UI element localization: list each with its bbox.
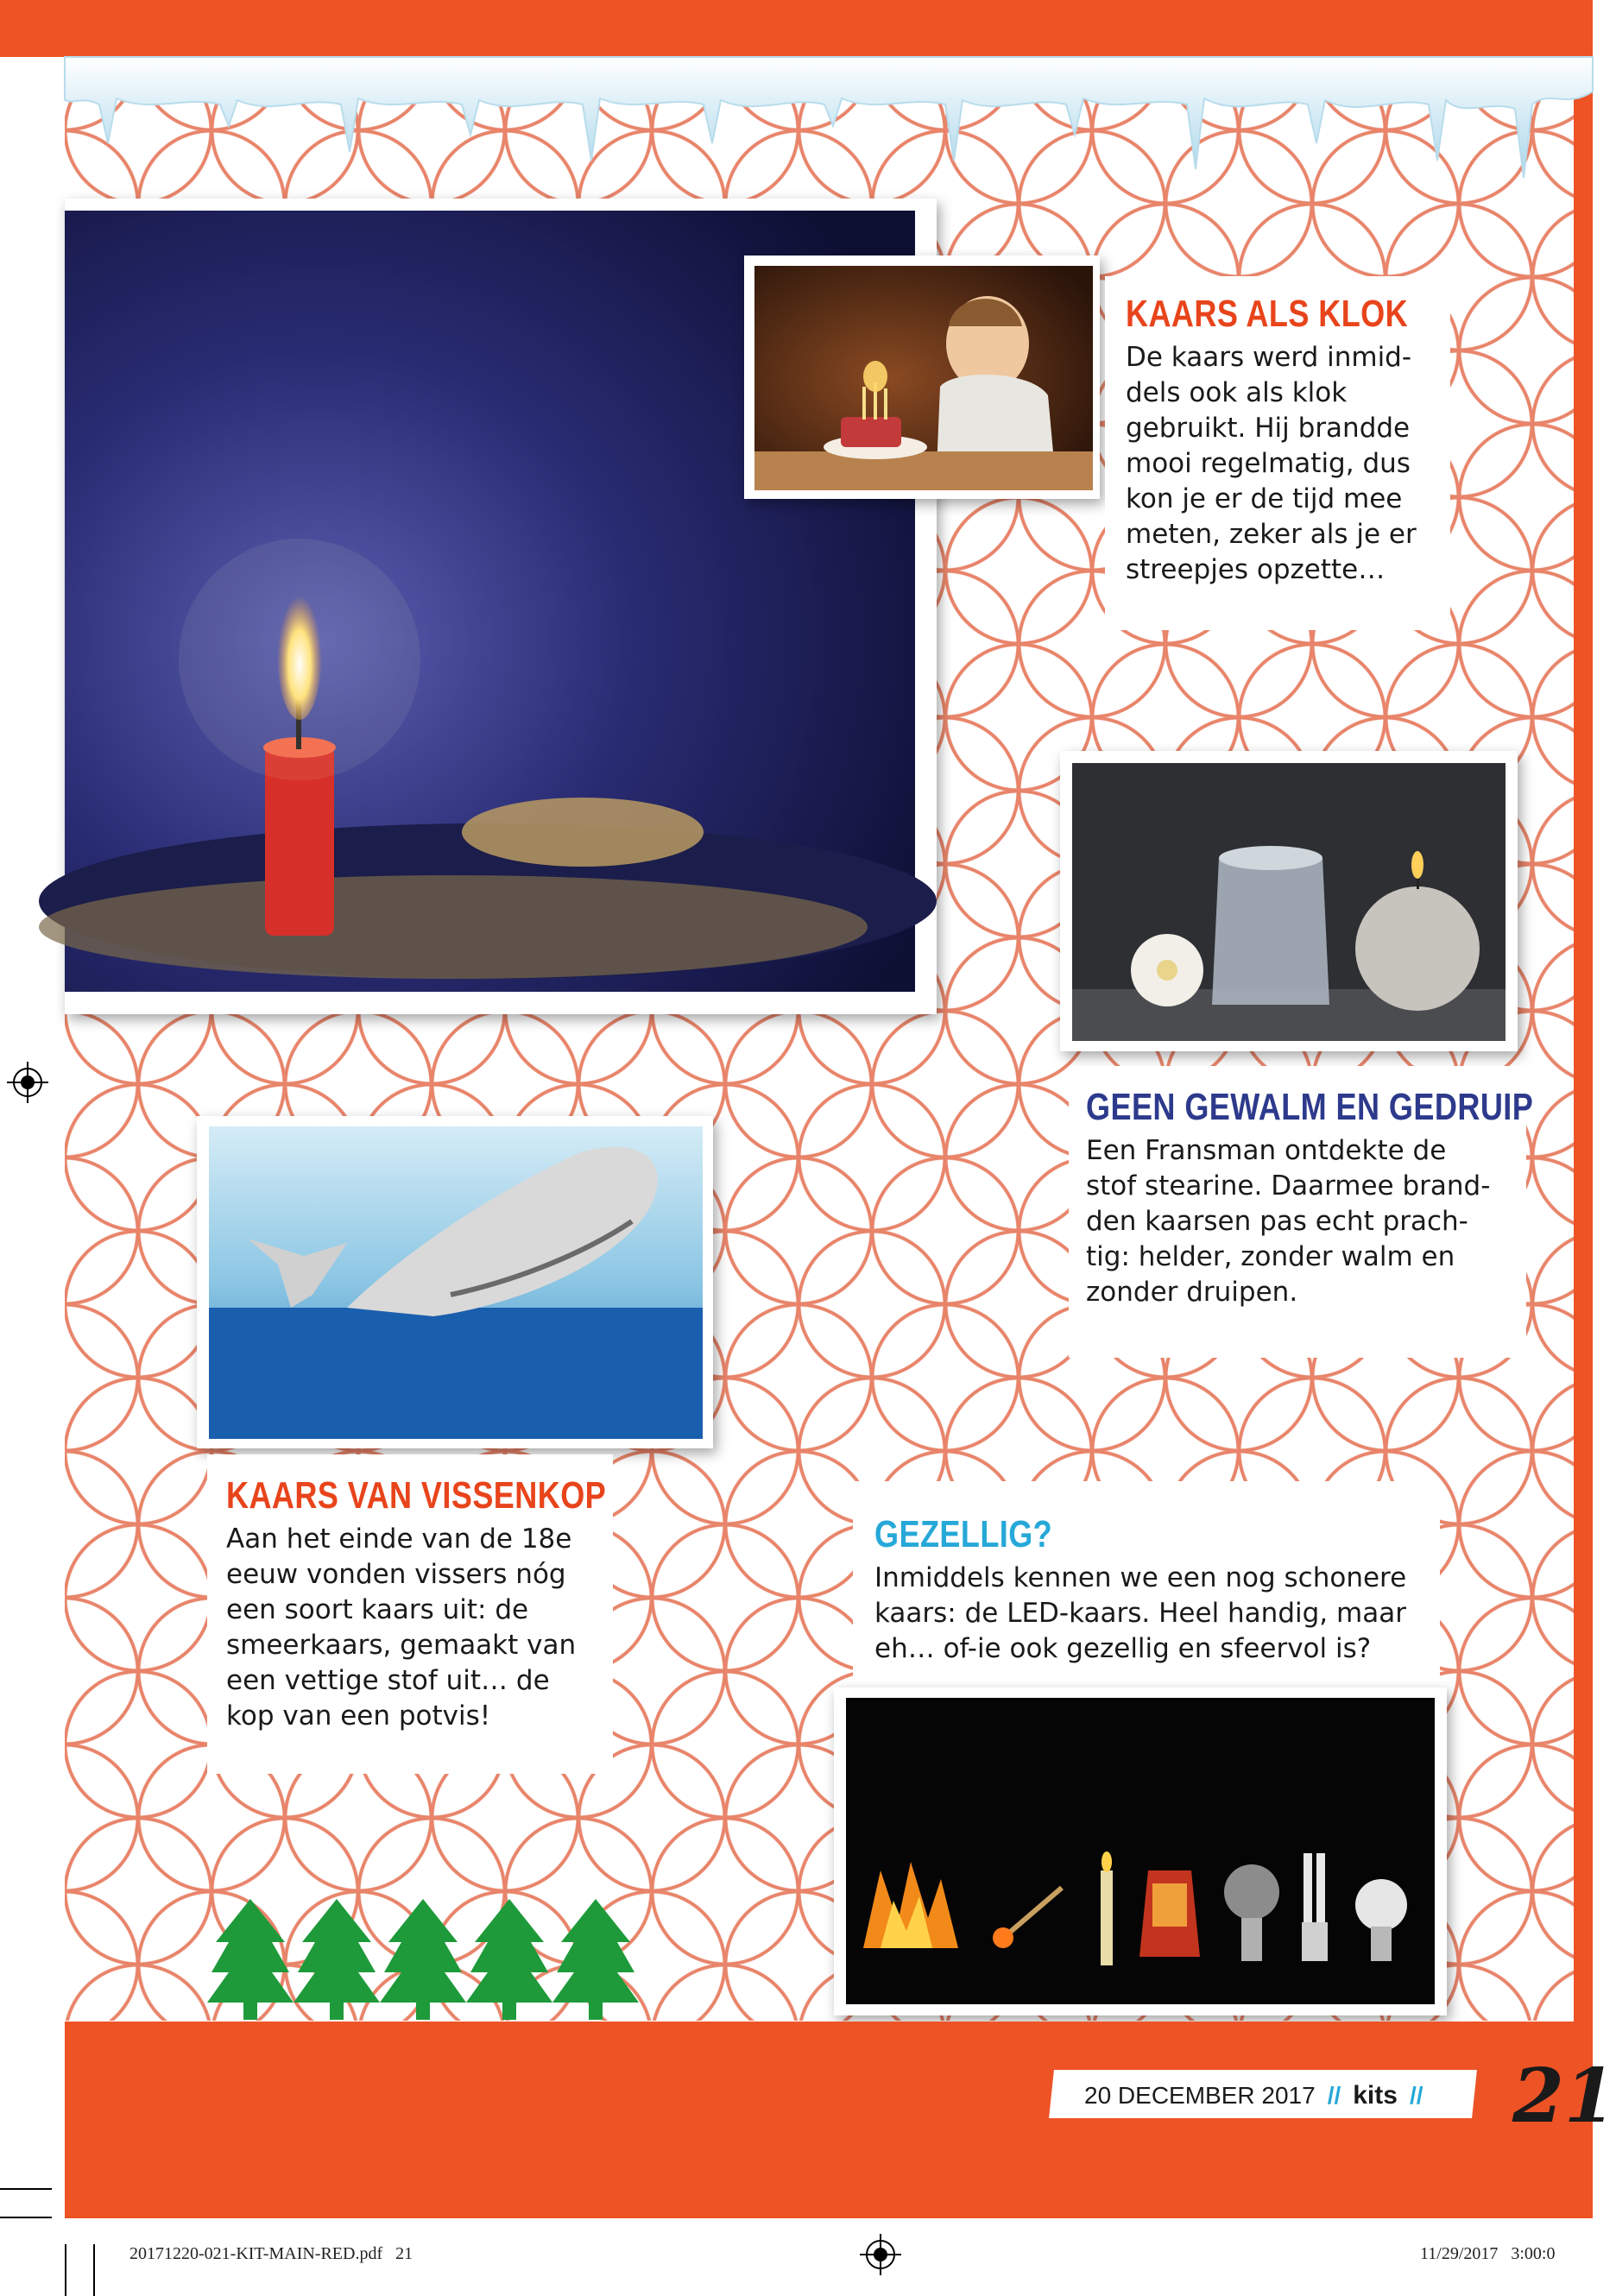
section-body: Aan het einde van de 18e eeuw vonden vissers nóg een soort kaars uit: de smeerkaars, gemaakt van een vettige stof uit… de kop van een potvis! xyxy=(226,1523,577,1731)
bottom-orange-band xyxy=(65,2022,1593,2218)
registration-mark-icon xyxy=(7,1062,48,1103)
tree-icon xyxy=(552,1899,639,2020)
lights-photo-frame xyxy=(834,1687,1447,2015)
footer-date: 20 DECEMBER 2017 xyxy=(1084,2082,1316,2109)
candles-photo xyxy=(1072,763,1506,1041)
tree-icon xyxy=(466,1899,552,2020)
section-body: Een Fransman ontdekte de stof stearine. Daarmee brand- den kaarsen pas echt prach- tig: helder, zonder walm en zonder druipen. xyxy=(1086,1135,1491,1308)
section-heading: KAARS VAN VISSENKOP xyxy=(226,1474,607,1517)
birthday-photo-frame xyxy=(744,255,1100,499)
crop-mark xyxy=(0,2188,52,2190)
section-heading: KAARS ALS KLOK xyxy=(1126,293,1409,335)
section-gewalm xyxy=(1069,1066,1534,1358)
tree-icon xyxy=(380,1899,466,2020)
section-vissenkop xyxy=(207,1454,613,1774)
whale-photo-frame xyxy=(197,1116,713,1448)
section-klok xyxy=(1105,276,1450,630)
section-body: Inmiddels kennen we een nog schonere kaars: de LED-kaars. Heel handig, maar eh… of-ie ook gezellig en sfeervol is? xyxy=(874,1562,1407,1664)
icicle-decoration xyxy=(65,57,1593,186)
print-filename: 20171220-021-KIT-MAIN-RED.pdf 21 xyxy=(129,2244,413,2263)
tree-row xyxy=(216,1899,647,2020)
tree-icon xyxy=(207,1899,294,2020)
page-number: 21 xyxy=(1512,2053,1616,2140)
candles-photo-frame xyxy=(1060,751,1518,1051)
section-gezellig xyxy=(853,1481,1440,1697)
lights-photo xyxy=(846,1698,1435,2004)
footer-slash: // xyxy=(1409,2082,1423,2109)
whale-photo xyxy=(209,1126,703,1439)
registration-mark-icon xyxy=(860,2234,901,2275)
top-orange-band xyxy=(0,0,1593,57)
footer-brand: kits xyxy=(1353,2081,1398,2110)
left-margin xyxy=(0,57,65,2025)
footer-slash: // xyxy=(1327,2082,1341,2109)
section-body: De kaars werd inmid- dels ook als klok gebruikt. Hij brandde mooi regelmatig, dus kon je er de tijd mee meten, zeker als je er streepjes opzette… xyxy=(1126,342,1417,585)
section-heading: GEZELLIG? xyxy=(874,1513,1053,1555)
birthday-photo xyxy=(754,266,1093,490)
right-orange-strip xyxy=(1574,57,1593,2025)
footer-date-row xyxy=(1084,2077,1423,2115)
tree-icon xyxy=(294,1899,380,2020)
crop-mark xyxy=(93,2244,95,2296)
print-timestamp: 11/29/2017 3:00:0 xyxy=(1420,2244,1556,2263)
crop-mark xyxy=(65,2244,66,2296)
section-heading: GEEN GEWALM EN GEDRUIP xyxy=(1086,1086,1534,1128)
crop-mark xyxy=(0,2217,52,2218)
